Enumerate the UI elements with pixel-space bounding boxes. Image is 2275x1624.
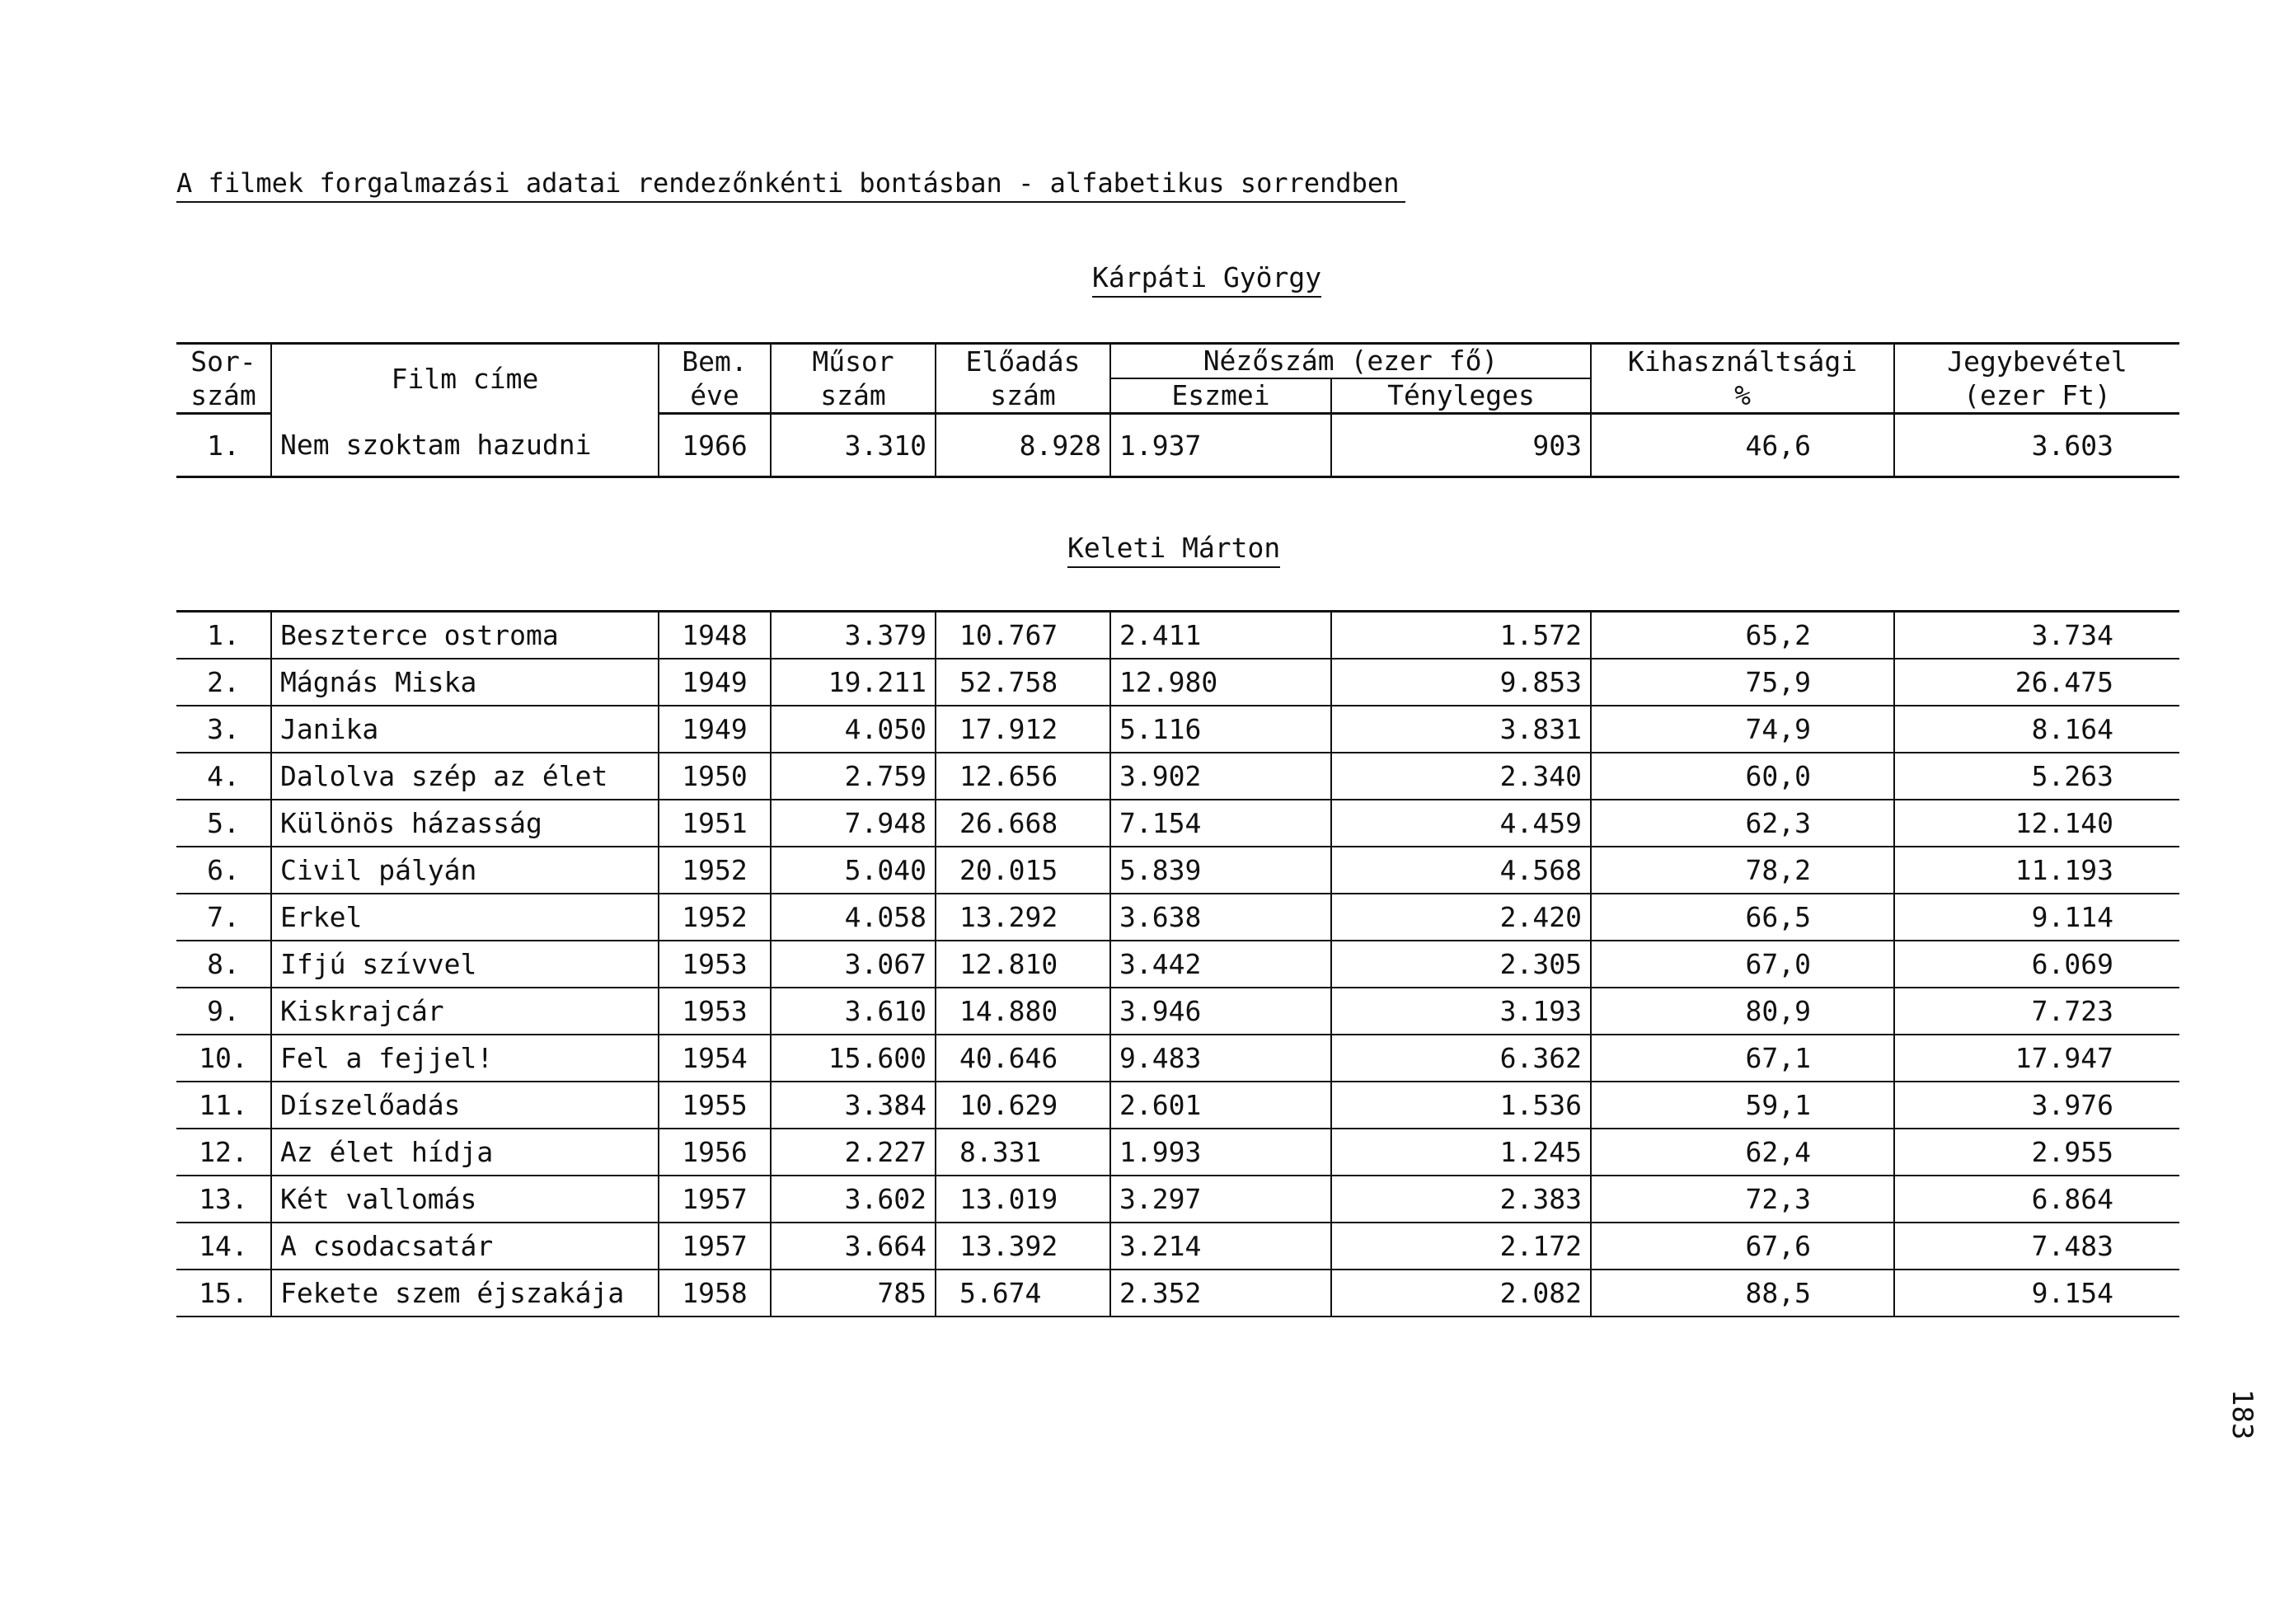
cell-year: 1966 bbox=[659, 414, 771, 477]
cell-musor: 785 bbox=[771, 1270, 936, 1317]
cell-tenyleges: 3.193 bbox=[1331, 988, 1591, 1035]
cell-no: 8. bbox=[176, 941, 271, 988]
cell-no: 13. bbox=[176, 1176, 271, 1223]
cell-jegybevetel: 6.069 bbox=[1894, 941, 2179, 988]
director-heading-keleti: Keleti Márton bbox=[1067, 530, 1280, 568]
cell-eszmei: 2.352 bbox=[1110, 1270, 1331, 1317]
films-table-keleti bbox=[176, 610, 2179, 1317]
cell-eszmei: 3.638 bbox=[1110, 894, 1331, 941]
cell-kihasznaltsag: 67,6 bbox=[1591, 1223, 1894, 1270]
cell-kihasznaltsag: 67,0 bbox=[1591, 941, 1894, 988]
cell-eszmei: 3.297 bbox=[1110, 1176, 1331, 1223]
cell-year: 1948 bbox=[659, 612, 771, 659]
cell-eloadas: 5.674 bbox=[936, 1270, 1110, 1317]
cell-no: 3. bbox=[176, 706, 271, 753]
cell-eloadas: 17.912 bbox=[936, 706, 1110, 753]
table-row bbox=[176, 1035, 2179, 1082]
cell-musor: 3.310 bbox=[771, 414, 936, 477]
cell-title: Janika bbox=[271, 706, 659, 753]
cell-tenyleges: 3.831 bbox=[1331, 706, 1591, 753]
cell-title: A csodacsatár bbox=[271, 1223, 659, 1270]
header-eszmei: Eszmei bbox=[1110, 378, 1331, 414]
cell-eszmei: 1.937 bbox=[1110, 414, 1331, 477]
cell-title: Nem szoktam hazudni bbox=[271, 414, 659, 477]
cell-no: 2. bbox=[176, 659, 271, 706]
table-row bbox=[176, 1082, 2179, 1129]
cell-eszmei: 1.993 bbox=[1110, 1129, 1331, 1176]
cell-eloadas: 13.392 bbox=[936, 1223, 1110, 1270]
header-sorszam: Sor- bbox=[190, 345, 256, 378]
cell-musor: 2.759 bbox=[771, 753, 936, 800]
table-row bbox=[176, 1223, 2179, 1270]
header-kihasznaltsagi: Kihasználtsági bbox=[1591, 344, 1894, 379]
cell-title: Díszelőadás bbox=[271, 1082, 659, 1129]
table-row bbox=[176, 1176, 2179, 1223]
cell-year: 1949 bbox=[659, 659, 771, 706]
cell-year: 1954 bbox=[659, 1035, 771, 1082]
cell-jegybevetel: 7.483 bbox=[1894, 1223, 2179, 1270]
cell-musor: 7.948 bbox=[771, 800, 936, 847]
cell-tenyleges: 903 bbox=[1331, 414, 1591, 477]
cell-tenyleges: 2.340 bbox=[1331, 753, 1591, 800]
cell-no: 15. bbox=[176, 1270, 271, 1317]
cell-no: 9. bbox=[176, 988, 271, 1035]
cell-title: Az élet hídja bbox=[271, 1129, 659, 1176]
cell-jegybevetel: 9.114 bbox=[1894, 894, 2179, 941]
cell-eloadas: 14.880 bbox=[936, 988, 1110, 1035]
cell-kihasznaltsag: 80,9 bbox=[1591, 988, 1894, 1035]
cell-title: Különös házasság bbox=[271, 800, 659, 847]
cell-kihasznaltsag: 65,2 bbox=[1591, 612, 1894, 659]
films-table-karpati bbox=[176, 342, 2179, 478]
cell-title: Kiskrajcár bbox=[271, 988, 659, 1035]
cell-jegybevetel: 2.955 bbox=[1894, 1129, 2179, 1176]
cell-eloadas: 8.331 bbox=[936, 1129, 1110, 1176]
table-row bbox=[176, 988, 2179, 1035]
cell-year: 1953 bbox=[659, 941, 771, 988]
cell-kihasznaltsag: 75,9 bbox=[1591, 659, 1894, 706]
cell-title: Civil pályán bbox=[271, 847, 659, 894]
cell-year: 1953 bbox=[659, 988, 771, 1035]
cell-musor: 4.058 bbox=[771, 894, 936, 941]
cell-tenyleges: 6.362 bbox=[1331, 1035, 1591, 1082]
cell-title: Erkel bbox=[271, 894, 659, 941]
cell-year: 1952 bbox=[659, 894, 771, 941]
cell-jegybevetel: 17.947 bbox=[1894, 1035, 2179, 1082]
cell-eszmei: 5.116 bbox=[1110, 706, 1331, 753]
cell-no: 14. bbox=[176, 1223, 271, 1270]
cell-kihasznaltsag: 72,3 bbox=[1591, 1176, 1894, 1223]
cell-kihasznaltsag: 74,9 bbox=[1591, 706, 1894, 753]
cell-year: 1956 bbox=[659, 1129, 771, 1176]
cell-year: 1952 bbox=[659, 847, 771, 894]
cell-eszmei: 3.946 bbox=[1110, 988, 1331, 1035]
cell-no: 11. bbox=[176, 1082, 271, 1129]
header-film-cime: Film címe bbox=[271, 344, 659, 414]
cell-kihasznaltsag: 62,4 bbox=[1591, 1129, 1894, 1176]
cell-eszmei: 3.214 bbox=[1110, 1223, 1331, 1270]
table-row bbox=[176, 414, 2179, 477]
cell-no: 1. bbox=[176, 612, 271, 659]
cell-musor: 3.610 bbox=[771, 988, 936, 1035]
cell-kihasznaltsag: 66,5 bbox=[1591, 894, 1894, 941]
cell-kihasznaltsag: 78,2 bbox=[1591, 847, 1894, 894]
table-row bbox=[176, 659, 2179, 706]
cell-musor: 3.602 bbox=[771, 1176, 936, 1223]
header-bem: Bem. bbox=[659, 344, 771, 379]
cell-musor: 3.664 bbox=[771, 1223, 936, 1270]
cell-tenyleges: 2.172 bbox=[1331, 1223, 1591, 1270]
cell-jegybevetel: 12.140 bbox=[1894, 800, 2179, 847]
header-bem-2: éve bbox=[659, 378, 771, 414]
table-row bbox=[176, 612, 2179, 659]
table-row bbox=[176, 1129, 2179, 1176]
cell-title: Beszterce ostroma bbox=[271, 612, 659, 659]
cell-jegybevetel: 11.193 bbox=[1894, 847, 2179, 894]
cell-jegybevetel: 8.164 bbox=[1894, 706, 2179, 753]
cell-year: 1957 bbox=[659, 1223, 771, 1270]
cell-tenyleges: 2.420 bbox=[1331, 894, 1591, 941]
cell-musor: 15.600 bbox=[771, 1035, 936, 1082]
cell-eloadas: 20.015 bbox=[936, 847, 1110, 894]
cell-eszmei: 3.902 bbox=[1110, 753, 1331, 800]
cell-no: 12. bbox=[176, 1129, 271, 1176]
cell-eszmei: 9.483 bbox=[1110, 1035, 1331, 1082]
cell-eloadas: 40.646 bbox=[936, 1035, 1110, 1082]
cell-no: 1. bbox=[176, 414, 271, 477]
cell-eloadas: 26.668 bbox=[936, 800, 1110, 847]
cell-year: 1949 bbox=[659, 706, 771, 753]
table-row bbox=[176, 800, 2179, 847]
cell-musor: 2.227 bbox=[771, 1129, 936, 1176]
cell-tenyleges: 1.245 bbox=[1331, 1129, 1591, 1176]
cell-kihasznaltsag: 88,5 bbox=[1591, 1270, 1894, 1317]
cell-musor: 3.379 bbox=[771, 612, 936, 659]
cell-year: 1957 bbox=[659, 1176, 771, 1223]
cell-tenyleges: 1.536 bbox=[1331, 1082, 1591, 1129]
cell-jegybevetel: 3.603 bbox=[1894, 414, 2179, 477]
cell-musor: 5.040 bbox=[771, 847, 936, 894]
table-row bbox=[176, 894, 2179, 941]
header-eloadas-2: szám bbox=[936, 378, 1110, 414]
cell-jegybevetel: 3.734 bbox=[1894, 612, 2179, 659]
cell-eloadas: 10.767 bbox=[936, 612, 1110, 659]
page-title: A filmek forgalmazási adatai rendezőnkénti bontásban - alfabetikus sorrendben bbox=[176, 165, 1405, 203]
header-eloadas: Előadás bbox=[936, 344, 1110, 379]
header-jegybevetel-2: (ezer Ft) bbox=[1894, 378, 2179, 414]
cell-eloadas: 8.928 bbox=[936, 414, 1110, 477]
cell-jegybevetel: 7.723 bbox=[1894, 988, 2179, 1035]
cell-eszmei: 2.601 bbox=[1110, 1082, 1331, 1129]
table-row bbox=[176, 1270, 2179, 1317]
table-row bbox=[176, 706, 2179, 753]
cell-tenyleges: 4.568 bbox=[1331, 847, 1591, 894]
cell-jegybevetel: 3.976 bbox=[1894, 1082, 2179, 1129]
cell-tenyleges: 9.853 bbox=[1331, 659, 1591, 706]
cell-title: Fel a fejjel! bbox=[271, 1035, 659, 1082]
cell-musor: 3.384 bbox=[771, 1082, 936, 1129]
table-row bbox=[176, 753, 2179, 800]
cell-title: Két vallomás bbox=[271, 1176, 659, 1223]
cell-no: 5. bbox=[176, 800, 271, 847]
cell-year: 1950 bbox=[659, 753, 771, 800]
cell-jegybevetel: 26.475 bbox=[1894, 659, 2179, 706]
cell-eloadas: 52.758 bbox=[936, 659, 1110, 706]
cell-tenyleges: 2.305 bbox=[1331, 941, 1591, 988]
cell-year: 1958 bbox=[659, 1270, 771, 1317]
cell-eszmei: 5.839 bbox=[1110, 847, 1331, 894]
cell-eloadas: 10.629 bbox=[936, 1082, 1110, 1129]
director-heading-karpati: Kárpáti György bbox=[1092, 260, 1321, 298]
header-jegybevetel: Jegybevétel bbox=[1894, 344, 2179, 379]
cell-kihasznaltsag: 60,0 bbox=[1591, 753, 1894, 800]
cell-title: Mágnás Miska bbox=[271, 659, 659, 706]
page-number: 183 bbox=[2226, 1389, 2259, 1440]
cell-eszmei: 12.980 bbox=[1110, 659, 1331, 706]
cell-no: 7. bbox=[176, 894, 271, 941]
cell-eloadas: 13.292 bbox=[936, 894, 1110, 941]
cell-eszmei: 2.411 bbox=[1110, 612, 1331, 659]
cell-no: 6. bbox=[176, 847, 271, 894]
table-row bbox=[176, 847, 2179, 894]
cell-title: Dalolva szép az élet bbox=[271, 753, 659, 800]
cell-eszmei: 7.154 bbox=[1110, 800, 1331, 847]
cell-kihasznaltsag: 46,6 bbox=[1591, 414, 1894, 477]
cell-kihasznaltsag: 67,1 bbox=[1591, 1035, 1894, 1082]
cell-jegybevetel: 9.154 bbox=[1894, 1270, 2179, 1317]
cell-no: 10. bbox=[176, 1035, 271, 1082]
header-tenyleges: Tényleges bbox=[1331, 378, 1591, 414]
cell-musor: 3.067 bbox=[771, 941, 936, 988]
cell-tenyleges: 2.383 bbox=[1331, 1176, 1591, 1223]
cell-musor: 4.050 bbox=[771, 706, 936, 753]
header-musor-2: szám bbox=[771, 378, 936, 414]
header-nezoszam: Nézőszám (ezer fő) bbox=[1110, 344, 1591, 379]
cell-tenyleges: 2.082 bbox=[1331, 1270, 1591, 1317]
cell-eszmei: 3.442 bbox=[1110, 941, 1331, 988]
header-row-1 bbox=[176, 344, 2179, 379]
header-musor: Műsor bbox=[771, 344, 936, 379]
cell-year: 1951 bbox=[659, 800, 771, 847]
cell-title: Fekete szem éjszakája bbox=[271, 1270, 659, 1317]
cell-kihasznaltsag: 62,3 bbox=[1591, 800, 1894, 847]
table-row bbox=[176, 941, 2179, 988]
cell-title: Ifjú szívvel bbox=[271, 941, 659, 988]
cell-jegybevetel: 6.864 bbox=[1894, 1176, 2179, 1223]
cell-no: 4. bbox=[176, 753, 271, 800]
cell-eloadas: 12.810 bbox=[936, 941, 1110, 988]
cell-year: 1955 bbox=[659, 1082, 771, 1129]
header-kihasznaltsagi-2: % bbox=[1591, 378, 1894, 414]
cell-eloadas: 12.656 bbox=[936, 753, 1110, 800]
cell-kihasznaltsag: 59,1 bbox=[1591, 1082, 1894, 1129]
cell-tenyleges: 1.572 bbox=[1331, 612, 1591, 659]
cell-musor: 19.211 bbox=[771, 659, 936, 706]
cell-tenyleges: 4.459 bbox=[1331, 800, 1591, 847]
cell-jegybevetel: 5.263 bbox=[1894, 753, 2179, 800]
header-sorszam-2: szám bbox=[176, 378, 271, 414]
cell-eloadas: 13.019 bbox=[936, 1176, 1110, 1223]
